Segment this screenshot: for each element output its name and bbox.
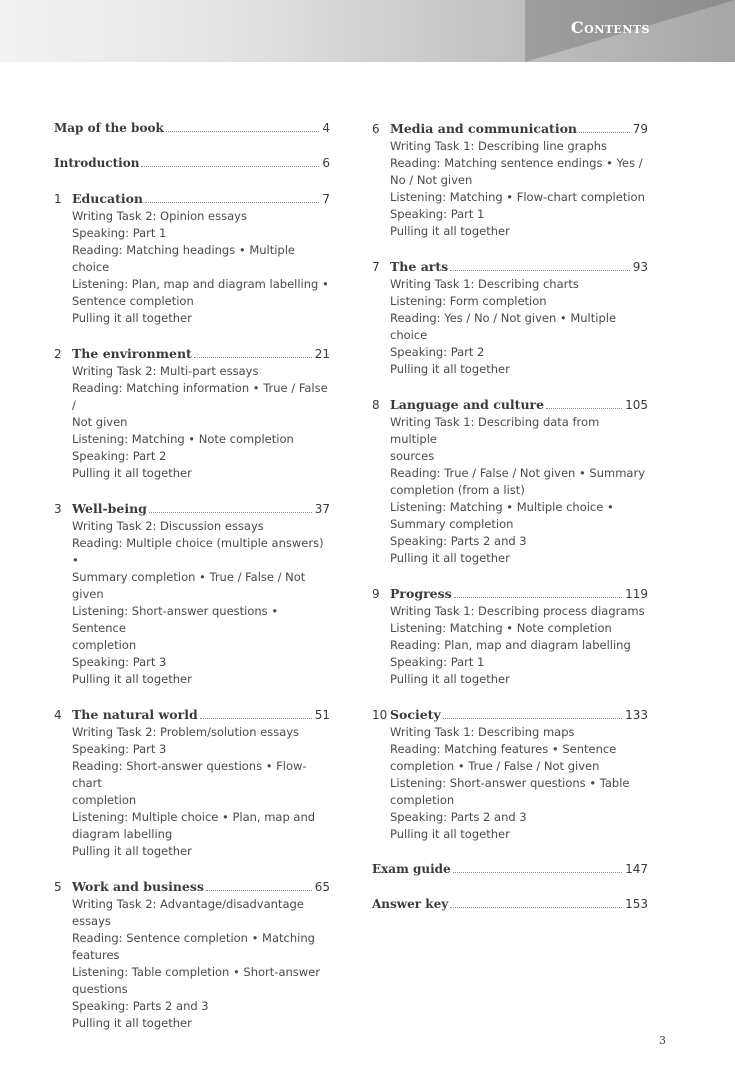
- topic-line: Reading: Matching sentence endings • Yes / No / Not given: [390, 156, 643, 187]
- unit-title: The environment: [72, 346, 192, 361]
- unit-number: 5: [54, 880, 62, 894]
- topic-line: Pulling it all together: [72, 672, 192, 686]
- toc-entry: [372, 396, 648, 567]
- page-number: 3: [659, 1034, 666, 1047]
- section-title: Contents: [570, 18, 650, 37]
- toc-left-column: [54, 120, 330, 1050]
- dot-leader: [194, 357, 312, 358]
- toc-entry: [54, 120, 330, 137]
- toc-entry: [372, 896, 648, 913]
- topic-line: Writing Task 1: Describing line graphs: [390, 139, 608, 153]
- topic-line: Listening: Multiple choice • Plan, map and diagram labelling: [72, 810, 316, 841]
- toc-entry: [54, 706, 330, 860]
- topic-line: Listening: Matching • Flow-chart completion: [390, 190, 645, 204]
- unit-title: Exam guide: [372, 862, 451, 876]
- topic-line: Speaking: Part 1: [390, 655, 485, 669]
- dot-leader: [579, 132, 630, 133]
- topic-line: Pulling it all together: [390, 551, 510, 565]
- topic-line: Reading: Matching headings • Multiple choice: [72, 243, 295, 274]
- topic-line: Pulling it all together: [72, 1016, 192, 1030]
- page-ref: 153: [625, 897, 648, 911]
- page-ref: 7: [322, 192, 330, 206]
- topic-line: Pulling it all together: [390, 362, 510, 376]
- toc-entry-heading[interactable]: [54, 155, 330, 172]
- unit-number: 10: [372, 708, 388, 722]
- page-ref: 37: [314, 502, 330, 516]
- topic-line: Reading: Sentence completion • Matching features: [72, 931, 315, 962]
- topic-line: Reading: True / False / Not given • Summary completion (from a list): [390, 466, 646, 497]
- unit-number: 6: [372, 122, 380, 136]
- unit-topics: [390, 414, 648, 567]
- topic-line: Writing Task 2: Opinion essays: [72, 209, 247, 223]
- unit-title: Language and culture: [390, 397, 545, 412]
- topic-line: Pulling it all together: [72, 466, 192, 480]
- topic-line: Speaking: Part 1: [72, 226, 167, 240]
- unit-title: Well-being: [72, 501, 147, 516]
- unit-topics: [72, 724, 330, 860]
- topic-line: Speaking: Part 2: [390, 345, 485, 359]
- topic-line: Speaking: Part 3: [72, 742, 167, 756]
- page-ref: 65: [314, 880, 330, 894]
- topic-line: Reading: Plan, map and diagram labelling: [390, 638, 631, 652]
- topic-line: Speaking: Parts 2 and 3: [390, 810, 527, 824]
- dot-leader: [450, 270, 630, 271]
- dot-leader: [450, 907, 622, 908]
- toc-entry-heading[interactable]: [54, 706, 330, 724]
- toc-entry-heading[interactable]: [372, 120, 648, 138]
- unit-topics: [390, 724, 648, 843]
- topic-line: Writing Task 1: Describing maps: [390, 725, 575, 739]
- topic-line: Listening: Plan, map and diagram labelling • Sentence completion: [72, 277, 329, 308]
- unit-topics: [72, 363, 330, 482]
- unit-topics: [72, 208, 330, 327]
- unit-title: Answer key: [372, 897, 449, 911]
- toc-entry-heading[interactable]: [372, 861, 648, 878]
- dot-leader: [141, 166, 319, 167]
- dot-leader: [454, 597, 622, 598]
- toc-right-column: [372, 120, 648, 931]
- topic-line: Writing Task 1: Describing process diagrams: [390, 604, 645, 618]
- dot-leader: [546, 408, 622, 409]
- unit-title: Education: [72, 191, 144, 206]
- unit-number: 2: [54, 347, 62, 361]
- toc-entry-heading[interactable]: [54, 345, 330, 363]
- topic-line: Pulling it all together: [390, 672, 510, 686]
- topic-line: Pulling it all together: [72, 844, 192, 858]
- topic-line: Listening: Form completion: [390, 294, 547, 308]
- page-ref: 21: [314, 347, 330, 361]
- toc-entry: [54, 155, 330, 172]
- page-ref: 4: [322, 121, 330, 135]
- page-ref: 119: [625, 587, 648, 601]
- dot-leader: [145, 202, 319, 203]
- unit-title: Society: [390, 707, 441, 722]
- unit-title: Map of the book: [54, 121, 164, 135]
- dot-leader: [443, 718, 622, 719]
- topic-line: Pulling it all together: [390, 827, 510, 841]
- unit-title: The natural world: [72, 707, 198, 722]
- unit-topics: [390, 138, 648, 240]
- topic-line: Reading: Yes / No / Not given • Multiple choice: [390, 311, 617, 342]
- toc-entry-heading[interactable]: [372, 585, 648, 603]
- toc-entry: [54, 500, 330, 688]
- topic-line: Pulling it all together: [72, 311, 192, 325]
- topic-line: Writing Task 1: Describing data from multiple sources: [390, 415, 600, 463]
- topic-line: Reading: Matching features • Sentence completion • True / False / Not given: [390, 742, 617, 773]
- unit-number: 4: [54, 708, 62, 722]
- dot-leader: [206, 890, 312, 891]
- topic-line: Pulling it all together: [390, 224, 510, 238]
- topic-line: Listening: Table completion • Short-answer questions: [72, 965, 320, 996]
- unit-title: Work and business: [72, 879, 204, 894]
- topic-line: Speaking: Part 3: [72, 655, 167, 669]
- topic-line: Listening: Matching • Multiple choice • Summary completion: [390, 500, 614, 531]
- page-ref: 133: [625, 708, 648, 722]
- topic-line: Listening: Short-answer questions • Sentence completion: [72, 604, 279, 652]
- topic-line: Writing Task 2: Discussion essays: [72, 519, 264, 533]
- page-ref: 105: [625, 398, 648, 412]
- dot-leader: [149, 512, 312, 513]
- dot-leader: [453, 872, 622, 873]
- dot-leader: [200, 718, 312, 719]
- page-ref: 79: [632, 122, 648, 136]
- topic-line: Reading: Matching information • True / False / Not given: [72, 381, 328, 429]
- topic-line: Speaking: Part 2: [72, 449, 167, 463]
- unit-topics: [72, 518, 330, 688]
- toc-entry-heading[interactable]: [54, 120, 330, 137]
- page-ref: 147: [625, 862, 648, 876]
- topic-line: Reading: Short-answer questions • Flow-chart completion: [72, 759, 307, 807]
- page-ref: 51: [314, 708, 330, 722]
- topic-line: Listening: Matching • Note completion: [390, 621, 612, 635]
- unit-number: 3: [54, 502, 62, 516]
- toc-entry: [372, 120, 648, 240]
- unit-topics: [72, 896, 330, 1032]
- unit-number: 8: [372, 398, 380, 412]
- topic-line: Writing Task 2: Multi-part essays: [72, 364, 259, 378]
- unit-number: 9: [372, 587, 380, 601]
- toc-entry-heading[interactable]: [372, 396, 648, 414]
- toc-entry: [54, 345, 330, 482]
- page-ref: 6: [322, 156, 330, 170]
- toc-entry-heading[interactable]: [372, 258, 648, 276]
- topic-line: Speaking: Part 1: [390, 207, 485, 221]
- topic-line: Writing Task 2: Problem/solution essays: [72, 725, 300, 739]
- toc-entry: [372, 258, 648, 378]
- unit-topics: [390, 276, 648, 378]
- page-ref: 93: [632, 260, 648, 274]
- toc-entry: [372, 585, 648, 688]
- topic-line: Listening: Short-answer questions • Table completion: [390, 776, 630, 807]
- toc-entry-heading[interactable]: [372, 706, 648, 724]
- unit-title: Introduction: [54, 156, 140, 170]
- unit-title: The arts: [390, 259, 449, 274]
- toc-entry-heading[interactable]: [54, 190, 330, 208]
- unit-number: 7: [372, 260, 380, 274]
- toc-entry: [54, 190, 330, 327]
- unit-title: Media and communication: [390, 121, 577, 136]
- topic-line: Listening: Matching • Note completion: [72, 432, 294, 446]
- topic-line: Speaking: Parts 2 and 3: [72, 999, 209, 1013]
- toc-entry-heading[interactable]: [54, 500, 330, 518]
- toc-entry: [372, 706, 648, 843]
- unit-number: 1: [54, 192, 62, 206]
- topic-line: Writing Task 2: Advantage/disadvantage essays: [72, 897, 304, 928]
- toc-entry: [372, 861, 648, 878]
- topic-line: Speaking: Parts 2 and 3: [390, 534, 527, 548]
- toc-entry-heading[interactable]: [372, 896, 648, 913]
- unit-topics: [390, 603, 648, 688]
- header-banner: [0, 0, 735, 62]
- topic-line: Writing Task 1: Describing charts: [390, 277, 579, 291]
- toc-entry: [54, 878, 330, 1032]
- toc-entry-heading[interactable]: [54, 878, 330, 896]
- dot-leader: [166, 131, 320, 132]
- topic-line: Reading: Multiple choice (multiple answers) • Summary completion • True / False / Not given: [72, 536, 324, 601]
- unit-title: Progress: [390, 586, 452, 601]
